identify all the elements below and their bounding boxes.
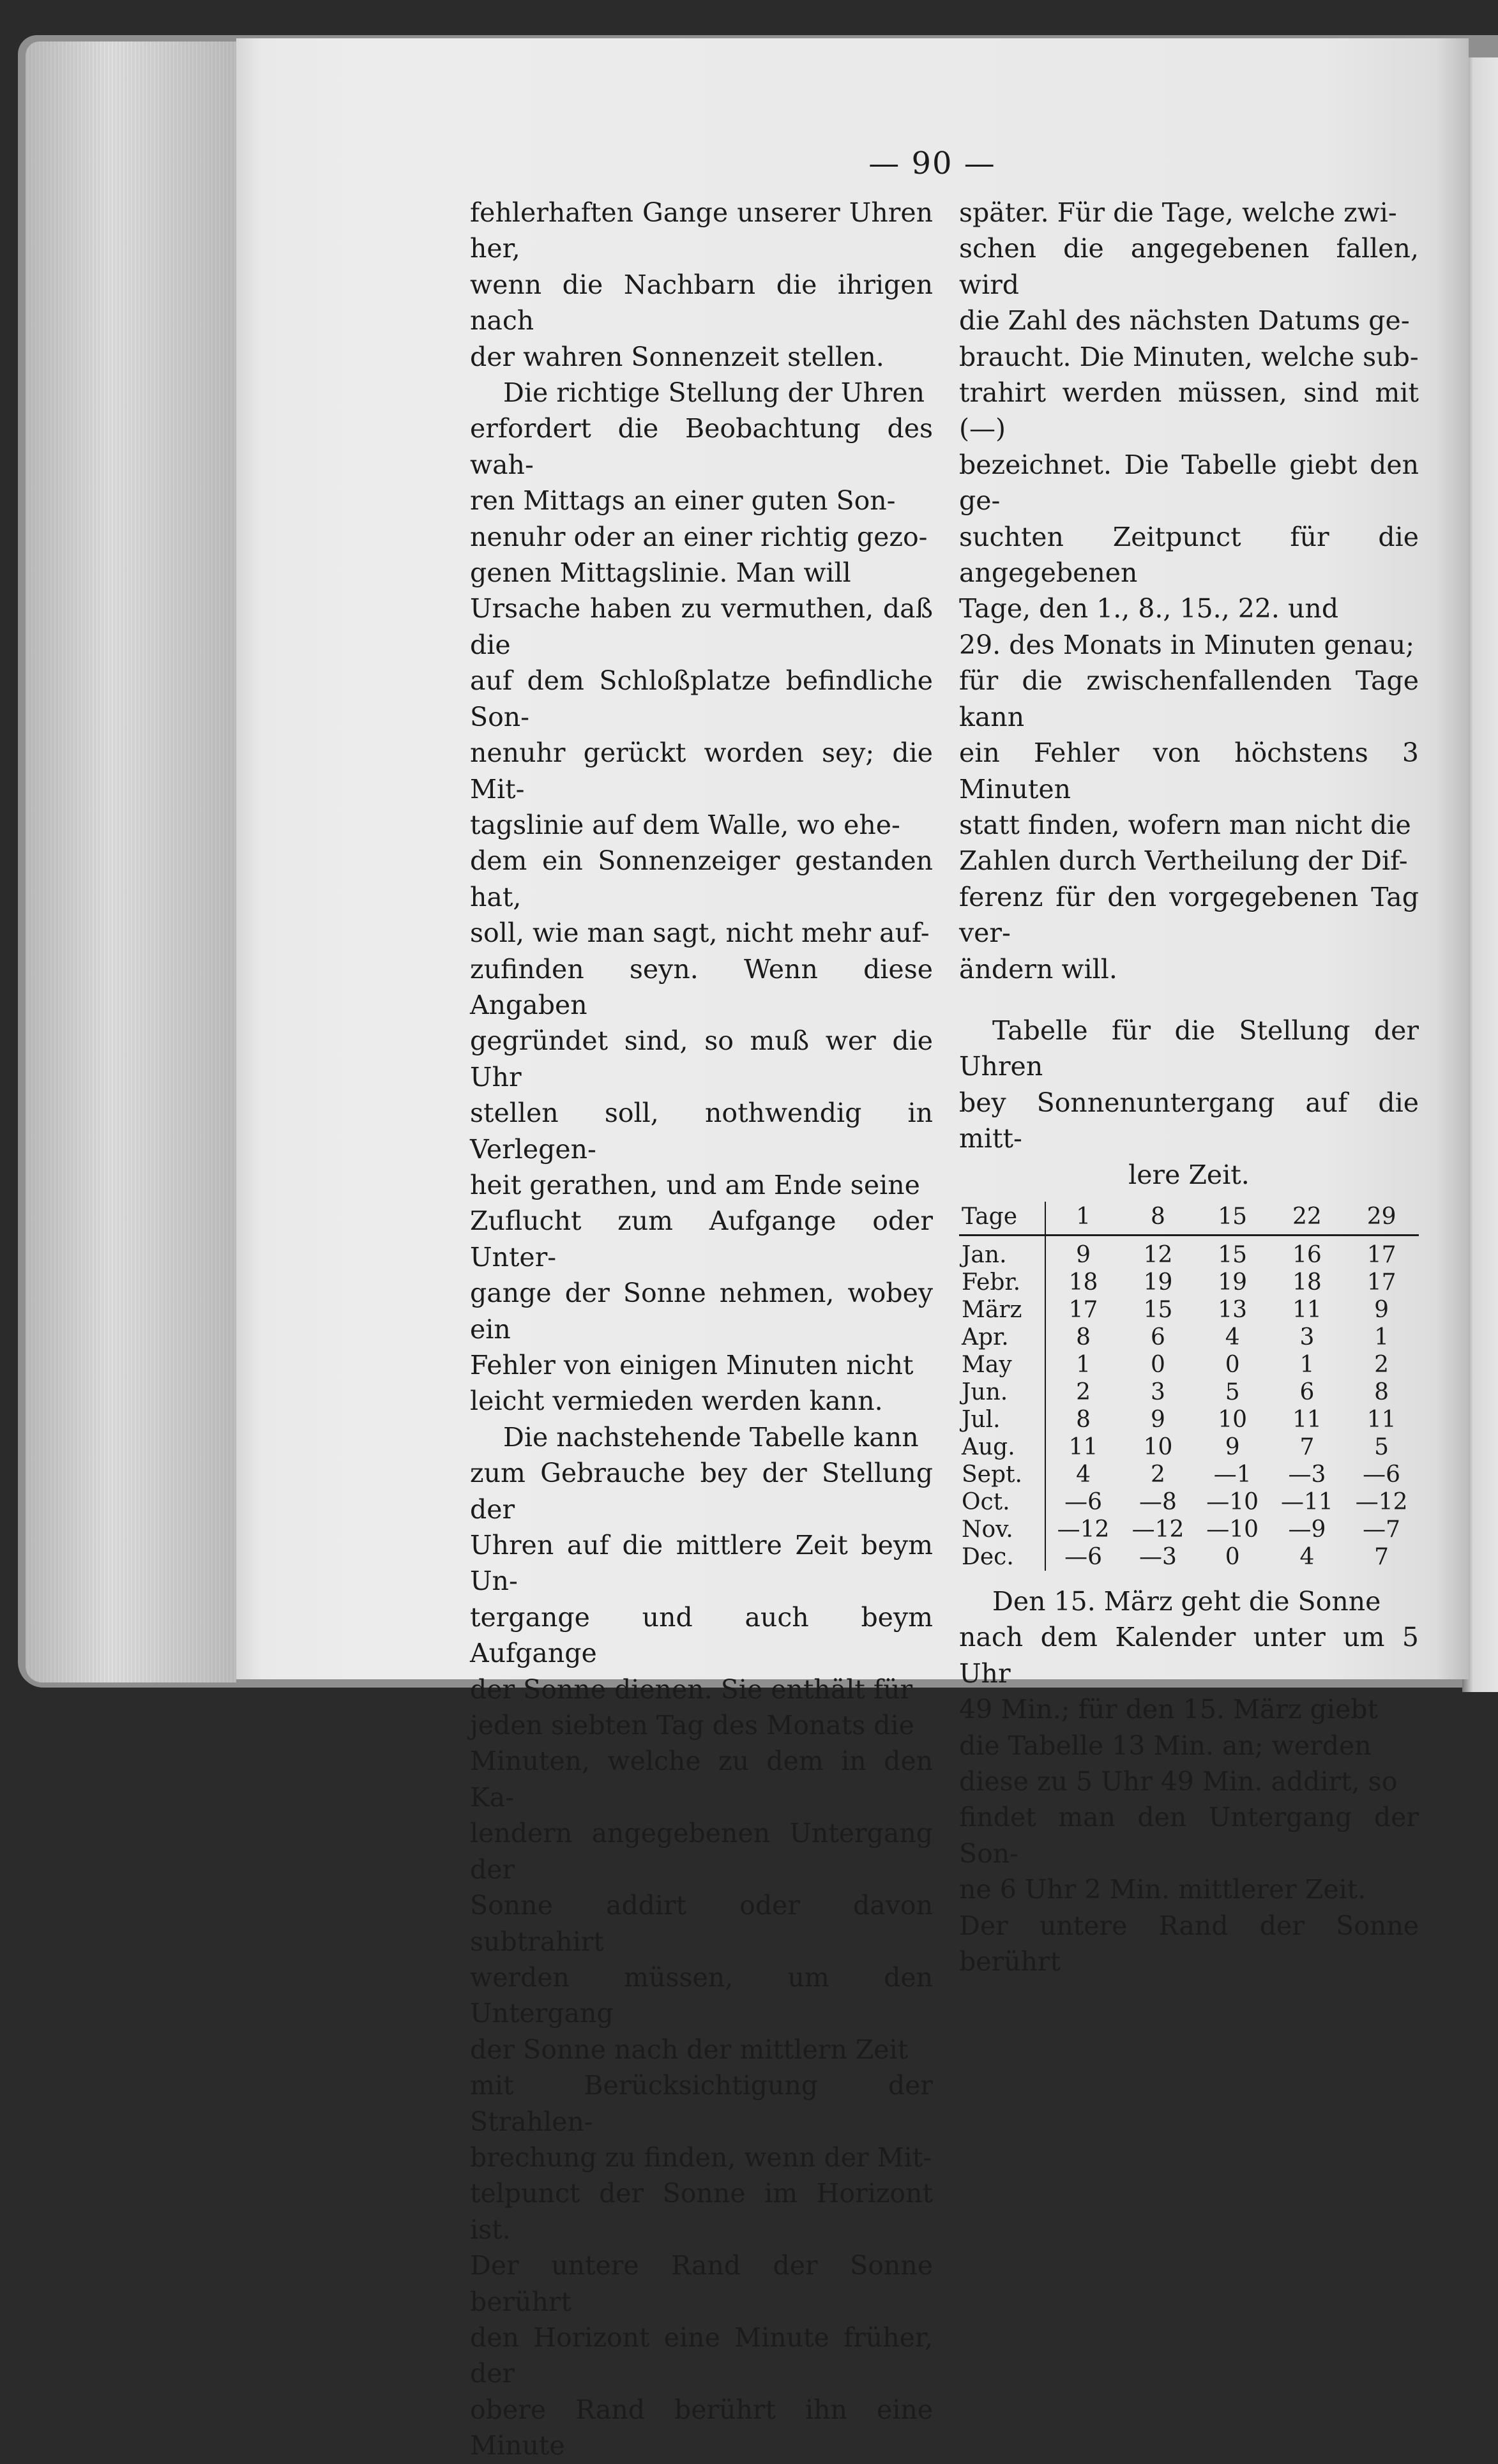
table-value-cell: 7: [1299, 1433, 1315, 1460]
text-line: fehlerhaften Gange unserer Uhren her,: [470, 197, 933, 264]
text-line: gange der Sonne nehmen, wobey ein: [470, 1278, 933, 1345]
table-row: [959, 1296, 1419, 1324]
table-value-cell: 2: [1374, 1351, 1389, 1378]
table-value-cell: 5: [1374, 1433, 1389, 1460]
text-line: dem ein Sonnenzeiger gestanden hat,: [470, 845, 933, 912]
text-line: die Zahl des nächsten Datums ge-: [959, 305, 1410, 336]
table-header-day: 1: [1045, 1202, 1121, 1236]
table-value-cell: 3: [1299, 1324, 1315, 1350]
text-line: erfordert die Beobachtung des wah-: [470, 413, 933, 480]
table-row: [959, 1379, 1419, 1406]
table-title-last-line: lere Zeit.: [1128, 1159, 1250, 1190]
table-value-cell: 9: [1076, 1241, 1091, 1268]
table-month-cell: Aug.: [959, 1433, 1045, 1461]
table-header-label: Tage: [959, 1202, 1045, 1236]
sunset-correction-table: [959, 1202, 1419, 1571]
table-value-cell: 15: [1143, 1296, 1173, 1323]
text-line: brechung zu finden, wenn der Mit-: [470, 2142, 932, 2173]
table-value-cell: 11: [1366, 1406, 1396, 1433]
text-line: heit gerathen, und am Ende seine: [470, 1169, 920, 1200]
table-month-cell: May: [959, 1351, 1045, 1379]
table-row: [959, 1516, 1419, 1543]
table-value-cell: 8: [1076, 1324, 1091, 1350]
table-month-cell: Apr.: [959, 1324, 1045, 1351]
table-value-cell: —3: [1139, 1543, 1177, 1570]
text-line: ne 6 Uhr 2 Min. mittlerer Zeit.: [959, 1874, 1366, 1905]
table-row: [959, 1543, 1419, 1571]
table-value-cell: 10: [1218, 1406, 1248, 1433]
text-line: telpunct der Sonne im Horizont ist.: [470, 2178, 933, 2245]
text-line: nenuhr gerückt worden sey; die Mit-: [470, 737, 933, 805]
table-row: [959, 1488, 1419, 1516]
table-value-cell: 1: [1374, 1324, 1389, 1350]
text-line: tergange und auch beym Aufgange: [470, 1601, 933, 1669]
table-value-cell: 9: [1151, 1406, 1165, 1433]
text-line: Zuflucht zum Aufgange oder Unter-: [470, 1206, 933, 1273]
text-line: stellen soll, nothwendig in Verlegen-: [470, 1098, 933, 1165]
text-line: Die nachstehende Tabelle kann: [503, 1421, 919, 1453]
table-value-cell: 2: [1151, 1461, 1165, 1488]
table-month-cell: Jun.: [959, 1379, 1045, 1406]
text-line: mit Berücksichtigung der Strahlen-: [470, 2070, 933, 2137]
text-line: gegründet sind, so muß wer die Uhr: [470, 1025, 933, 1092]
table-value-cell: 3: [1151, 1379, 1165, 1405]
table-header-day: 29: [1344, 1202, 1419, 1236]
text-line: Ursache haben zu vermuthen, daß die: [470, 593, 933, 660]
text-line: ren Mittags an einer guten Son-: [470, 485, 896, 517]
text-line: wenn die Nachbarn die ihrigen nach: [470, 269, 933, 336]
table-value-cell: —7: [1363, 1516, 1401, 1543]
text-line: Zahlen durch Vertheilung der Dif-: [959, 845, 1408, 877]
table-value-cell: —12: [1355, 1488, 1408, 1515]
text-line: den Horizont eine Minute früher, der: [470, 2322, 933, 2389]
table-month-cell: März: [959, 1296, 1045, 1324]
text-line: Die richtige Stellung der Uhren: [503, 377, 925, 409]
table-value-cell: 11: [1292, 1406, 1322, 1433]
text-line: nenuhr oder an einer richtig gezo-: [470, 521, 928, 552]
table-value-cell: —10: [1206, 1488, 1259, 1515]
table-value-cell: 0: [1225, 1351, 1240, 1378]
text-line: Tage, den 1., 8., 15., 22. und: [959, 593, 1339, 624]
text-line: zufinden seyn. Wenn diese Angaben: [470, 953, 933, 1020]
text-line: der wahren Sonnenzeit stellen.: [470, 341, 884, 372]
text-line: findet man den Untergang der Son-: [959, 1802, 1419, 1869]
table-value-cell: 17: [1366, 1241, 1396, 1268]
table-month-cell: Jul.: [959, 1406, 1045, 1433]
table-value-cell: 1: [1299, 1351, 1315, 1378]
text-line: Minuten, welche zu dem in den Ka-: [470, 1746, 933, 1813]
table-row: [959, 1461, 1419, 1488]
left-text-column: [470, 195, 933, 2464]
text-line: suchten Zeitpunct für die angegebenen: [959, 521, 1419, 589]
table-value-cell: —11: [1280, 1488, 1333, 1515]
table-value-cell: 17: [1366, 1269, 1396, 1296]
table-value-cell: 4: [1225, 1324, 1240, 1350]
right-top-paragraph: [959, 195, 1419, 987]
text-line: braucht. Die Minuten, welche sub-: [959, 341, 1419, 372]
text-line: genen Mittagslinie. Man will: [470, 557, 851, 589]
table-month-cell: Dec.: [959, 1543, 1045, 1571]
table-value-cell: 18: [1068, 1269, 1098, 1296]
text-line: bezeichnet. Die Tabelle giebt den ge-: [959, 449, 1419, 517]
table-month-cell: Sept.: [959, 1461, 1045, 1488]
table-month-cell: Febr.: [959, 1269, 1045, 1296]
table-header-row: [959, 1202, 1419, 1236]
table-value-cell: —1: [1213, 1461, 1252, 1488]
text-line: 49 Min.; für den 15. März giebt: [959, 1694, 1378, 1725]
text-line: auf dem Schloßplatze befindliche Son-: [470, 665, 933, 732]
table-row: [959, 1351, 1419, 1379]
table-header-day: 22: [1270, 1202, 1345, 1236]
table-value-cell: 6: [1151, 1324, 1165, 1350]
text-line: lendern angegebenen Untergang der: [470, 1818, 933, 1885]
table-value-cell: 13: [1218, 1296, 1248, 1323]
text-line: der Sonne nach der mittlern Zeit: [470, 2034, 909, 2065]
table-value-cell: 8: [1076, 1406, 1091, 1433]
table-value-cell: —6: [1064, 1543, 1103, 1570]
table-month-cell: Jan.: [959, 1235, 1045, 1269]
text-line: Uhren auf die mittlere Zeit beym Un-: [470, 1530, 933, 1597]
text-line: Fehler von einigen Minuten nicht: [470, 1350, 914, 1380]
table-header-day: 8: [1121, 1202, 1195, 1236]
text-line: ferenz für den vorgegebenen Tag ver-: [959, 881, 1419, 949]
table-value-cell: —12: [1131, 1516, 1184, 1543]
text-line: leicht vermieden werden kann.: [470, 1386, 883, 1417]
table-value-cell: 15: [1218, 1241, 1248, 1268]
text-line: nach dem Kalender unter um 5 Uhr: [959, 1622, 1419, 1689]
text-line: diese zu 5 Uhr 49 Min. addirt, so: [959, 1766, 1398, 1797]
table-row: [959, 1433, 1419, 1461]
table-value-cell: 10: [1143, 1433, 1173, 1460]
right-bottom-paragraph: [959, 1583, 1419, 1979]
table-value-cell: —3: [1288, 1461, 1326, 1488]
table-value-cell: —9: [1288, 1516, 1326, 1543]
text-line: statt finden, wofern man nicht die: [959, 809, 1411, 840]
text-line: 29. des Monats in Minuten genau;: [959, 629, 1415, 660]
table-value-cell: 7: [1374, 1543, 1389, 1570]
table-value-cell: 12: [1143, 1241, 1173, 1268]
table-header-day: 15: [1195, 1202, 1270, 1236]
table-value-cell: —12: [1057, 1516, 1110, 1543]
page-block-shading: [26, 42, 236, 1682]
table-value-cell: 2: [1076, 1379, 1091, 1405]
table-value-cell: 19: [1143, 1269, 1173, 1296]
table-row: [959, 1269, 1419, 1296]
text-line: schen die angegebenen fallen, wird: [959, 233, 1419, 300]
text-line: soll, wie man sagt, nicht mehr auf-: [470, 918, 930, 949]
text-line: obere Rand berührt ihn eine Minute: [470, 2394, 933, 2461]
table-value-cell: 8: [1374, 1379, 1389, 1405]
text-line: später. Für die Tage, welche zwi-: [959, 197, 1397, 228]
table-month-cell: Oct.: [959, 1488, 1045, 1516]
table-value-cell: 11: [1292, 1296, 1322, 1323]
table-row: [959, 1406, 1419, 1433]
table-value-cell: 6: [1299, 1379, 1315, 1405]
table-value-cell: 11: [1068, 1433, 1098, 1460]
table-value-cell: 9: [1374, 1296, 1389, 1323]
table-value-cell: 4: [1299, 1543, 1315, 1570]
table-title: [959, 1013, 1419, 1193]
table-value-cell: —10: [1206, 1516, 1259, 1543]
table-row: [959, 1235, 1419, 1269]
text-line: zum Gebrauche bey der Stellung der: [470, 1458, 933, 1525]
table-value-cell: 0: [1225, 1543, 1240, 1570]
table-value-cell: 4: [1076, 1461, 1091, 1488]
text-line: jeden siebten Tag des Monats die: [470, 1710, 914, 1741]
text-line: Den 15. März geht die Sonne: [992, 1585, 1381, 1617]
table-value-cell: 9: [1225, 1433, 1240, 1460]
table-value-cell: 18: [1292, 1269, 1322, 1296]
text-line: ändern will.: [959, 953, 1117, 985]
table-value-cell: —6: [1064, 1488, 1103, 1515]
text-line: bey Sonnenuntergang auf die mitt-: [959, 1087, 1419, 1154]
table-month-cell: Nov.: [959, 1516, 1045, 1543]
text-line: tagslinie auf dem Walle, wo ehe-: [470, 809, 900, 840]
text-line: ein Fehler von höchstens 3 Minuten: [959, 737, 1419, 805]
text-line: Tabelle für die Stellung der Uhren: [959, 1015, 1419, 1082]
text-line: werden müssen, um den Untergang: [470, 1961, 933, 2029]
text-line: für die zwischenfallenden Tage kann: [959, 665, 1419, 732]
table-value-cell: —6: [1363, 1461, 1401, 1488]
text-line: die Tabelle 13 Min. an; werden: [959, 1730, 1372, 1761]
table-value-cell: 1: [1076, 1351, 1091, 1378]
text-line: trahirt werden müssen, sind mit (—): [959, 377, 1419, 444]
table-value-cell: 5: [1225, 1379, 1240, 1405]
table-value-cell: 17: [1068, 1296, 1098, 1323]
table-value-cell: 16: [1292, 1241, 1322, 1268]
text-line: Sonne addirt oder davon subtrahirt: [470, 1890, 933, 1957]
table-row: [959, 1324, 1419, 1351]
text-line: Der untere Rand der Sonne berührt: [959, 1910, 1419, 1977]
table-value-cell: 19: [1218, 1269, 1248, 1296]
page-number: — 90 —: [868, 146, 996, 181]
text-line: der Sonne dienen. Sie enthält für: [470, 1674, 913, 1705]
table-value-cell: 0: [1151, 1351, 1165, 1378]
text-line: Der untere Rand der Sonne berührt: [470, 2250, 933, 2317]
right-text-column: [959, 195, 1419, 1979]
table-value-cell: —8: [1139, 1488, 1177, 1515]
